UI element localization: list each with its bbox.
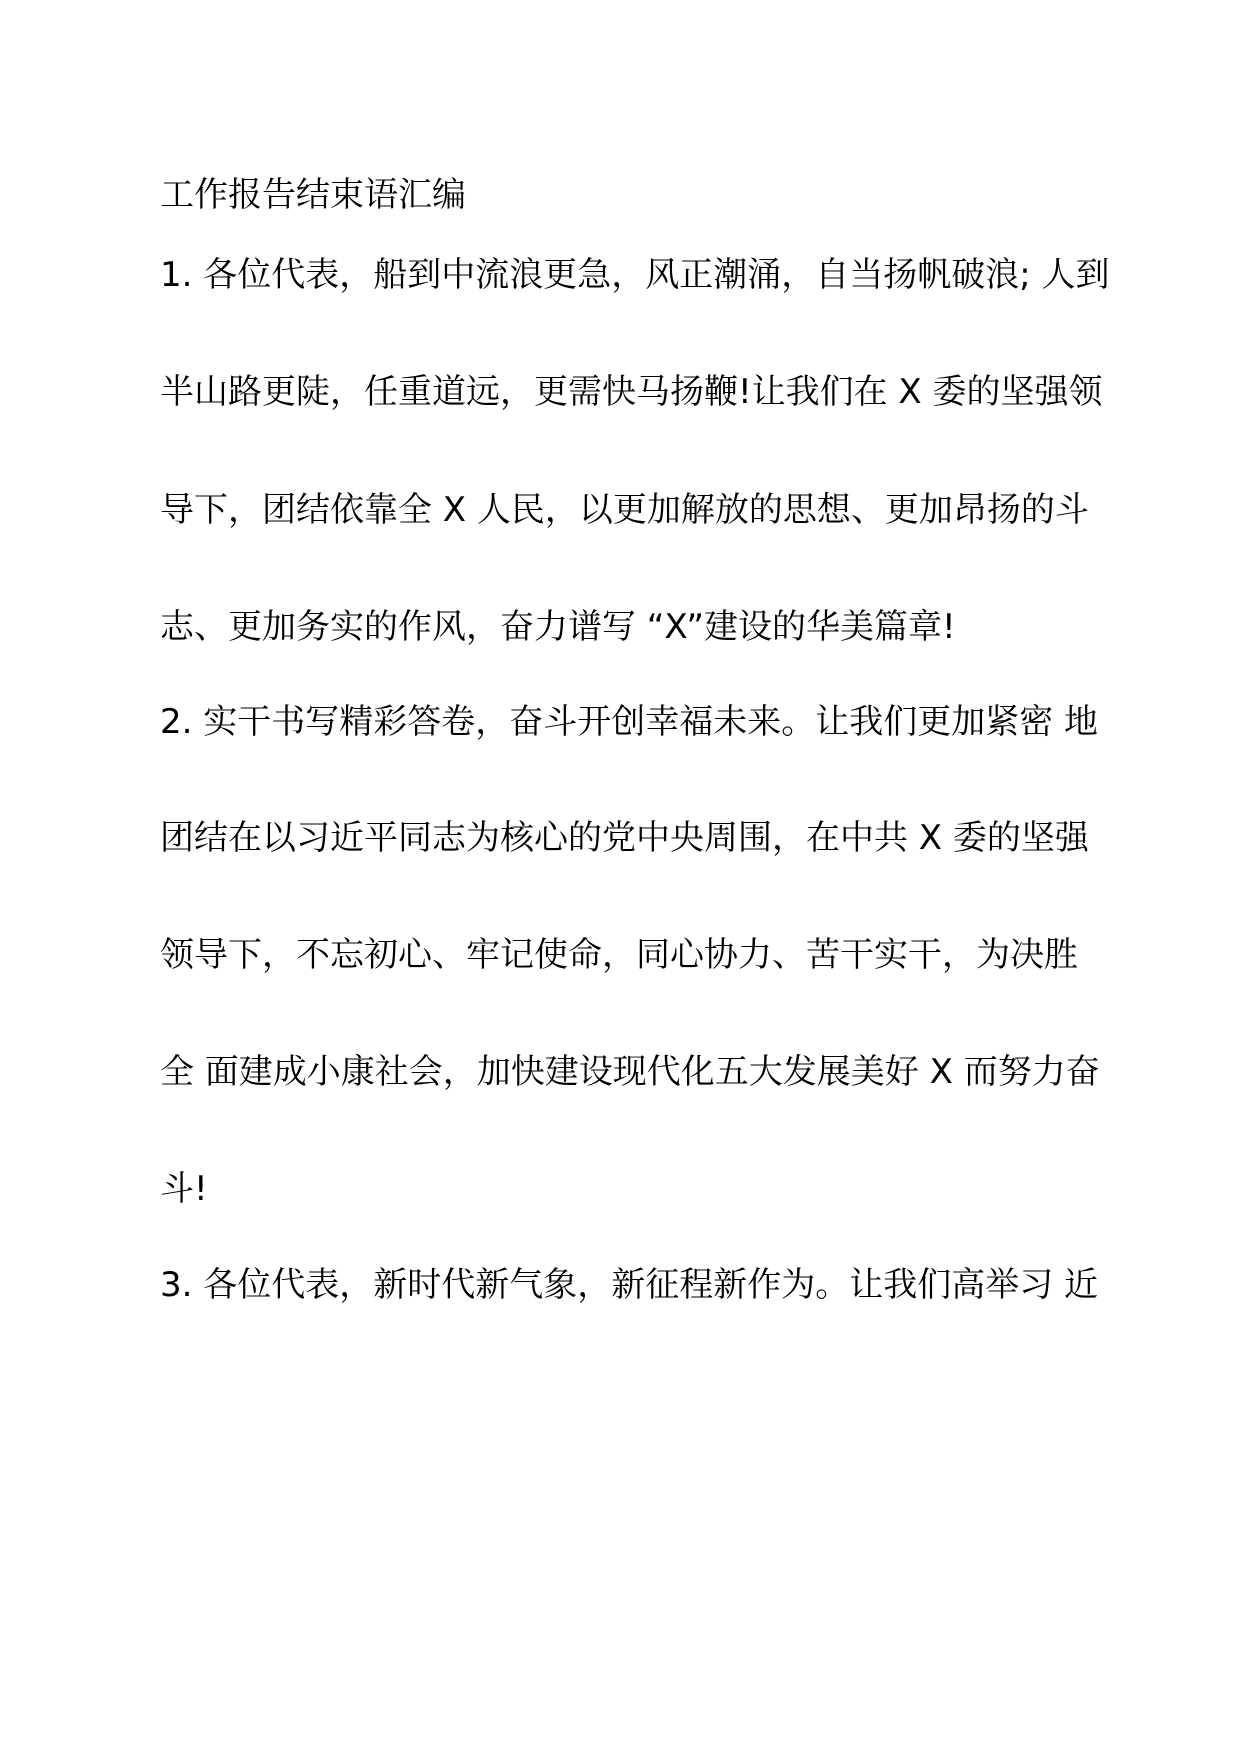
paragraph-line: 半山路更陡，任重道远，更需快马扬鞭!让我们在 X 委的坚强领 <box>160 372 1103 412</box>
paragraph-line: 导下，团结依靠全 X 人民，以更加解放的思想、更加昂扬的斗 <box>160 490 1089 530</box>
paragraph-line: 领导下，不忘初心、牢记使命，同心协力、苦干实干，为决胜 <box>160 935 1078 975</box>
paragraph-line: 团结在以习近平同志为核心的党中央周围，在中共 X 委的坚强 <box>160 818 1089 858</box>
paragraph-line: 3. 各位代表，新时代新气象，新征程新作为。让我们高举习 近 <box>160 1265 1099 1305</box>
paragraph-line: 斗! <box>160 1169 208 1209</box>
paragraph-line: 1. 各位代表，船到中流浪更急，风正潮涌，自当扬帆破浪; 人到 <box>160 255 1110 295</box>
paragraph-line: 2. 实干书写精彩答卷，奋斗开创幸福未来。让我们更加紧密 地 <box>160 702 1099 742</box>
paragraph-line: 全 面建成小康社会，加快建设现代化五大发展美好 X 而努力奋 <box>160 1052 1100 1092</box>
document-title: 工作报告结束语汇编 <box>160 175 466 215</box>
paragraph-line: 志、更加务实的作风，奋力谱写 “X”建设的华美篇章! <box>160 607 956 647</box>
